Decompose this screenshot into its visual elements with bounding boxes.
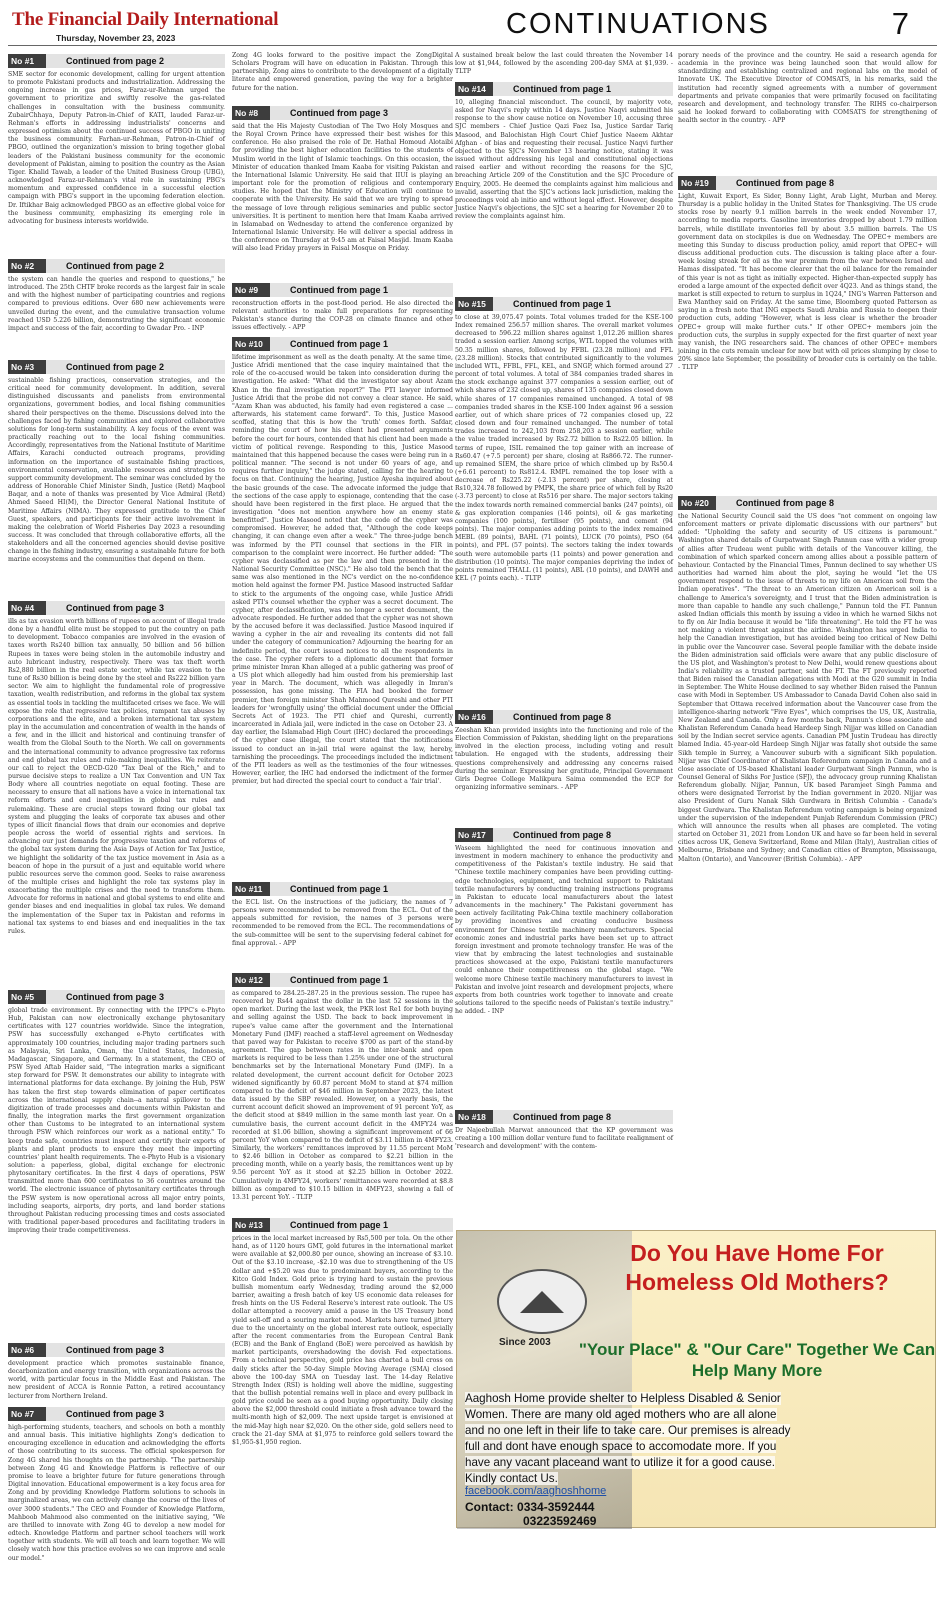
story-body: Zeeshan Khan provided insights into the functioning and role of the Election Commission of Pakistan, shedding light on the preparations involved in the election process, including voting and result tabulation. He engaged with the students, addressing their questions comprehensively and addressing any concerns raised during the seminar. Expressing her gratitude, Principal Government Girls Degree College Malikpura Saima commended the ECP for organizing informative seminars. - APP [455, 727, 673, 792]
continued-from-label: Continued from page 3 [46, 1343, 225, 1357]
story-number: No #18 [455, 1110, 493, 1124]
story-body: to close at 39,075.47 points. Total volumes traded for the KSE-100 Index remained 256.57 million shares. The overall market volumes decreased to 596.22 million shares against 1,012.26 million shares traded a session earlier. Among scrips, WTL topped the volumes with 50.35 million shares, followed by FFBL (23.28 million) and FFL (23.28 million). Stocks that contributed significantly to the volumes included WTL, FFBL, FFL, KEL, and SNGP, which formed around 27 percent of total volumes. A total of 384 companies traded shares in the stock exchange against 377 companies a session earlier, out of which shares of 232 closed up, shares of 135 companies closed down while shares of 17 companies remained unchanged. A total of 98 companies traded shares in the KSE-100 Index against 96 a session earlier, out of which share prices of 72 companies closed up, 22 closed down and four remained unchanged. The number of total trades increased to 242,103 from 258,203 a session earlier, while the value traded increased by Rs2.72 billion to Rs22.05 billion. In terms of rupee, ISIL remained the top gainer with an increase of Rs60.47 (+7.5 percent) per share, closing at Rs866.72. The runner-up remained SIEM, the share price of which climbed up by Rs50.4 (+6.61 percent) to Rs812.4. RMPL remained the top loser with a decrease of Rs225.22 (-2.13 percent) per share, closing at Rs10,324.78 followed by PMPK, the share price of which fell by Rs20 (-3.73 percent) to close at Rs516 per share. The major sectors taking the index towards north remained commercial banks (247 points), oil & gas exploration companies (146 points), oil & gas marketing companies (100 points), fertiliser (95 points), and cement (94 points). The major companies adding points to the index remained MEBL (89 points), BAHL (71 points), LUCK (70 points), PSO (64 points), and PPL (57 points). The sectors taking the index towards south were automobile parts (11 points) and power generation and distribution (10 points). The major companies depriving the index of points remained THALL (11 points), ABL (10 points), and DAWH and KEL (7 points each). - TLTP [455, 314, 673, 582]
column-2 [232, 52, 453, 1528]
story [455, 52, 673, 80]
story-body: lifetime imprisonment as well as the death penalty. At the same time, Justice Afridi mentioned that the case inquiry maintained that the role of the co-accused would be taken into consideration during the investigation. He asked: "What did the investigator say about Azam Khan in the final investigation report?" The PTI lawyer informed Justice Afridi that the probe did not convey a clear stance. He said, "Azam Khan was abducted, his family had even registered a case ... afterwards, his statement came forward". To this, Justice Masood scoffed, stating that this is how the 'truth' comes forth. Safdar, reminding the court of how his client had presented arguments before the court for hours, contended that his client had been made a victim of political revenge. Responding to this, Justice Masood maintained that this happened because the cases were being run in a political manner. "The second is not under 60 years of age, and requires further inquiry," the judge stated, calling for the hearing to focus on that. Continuing the hearing, Justice Ayesha inquired about the basic grounds of the case. The advocate informed the judge that the sections of the case apply to espionage, contending that the case should have been registered in the first place. He argued that the investigation "does not mention anywhere how an enemy state benefitted". Justice Masood noted that the code of the cypher was compromised. However, he added that, "Although the code keeps changing, it can change even after a week." The three-judge bench was informed by the PTI counsel that sections in the FIR in comparison to the complaint were incorrect. He further added: "The cypher was declassified as per the law and then presented in the National Security Committee (NSC)." He also told the bench that the same was also mentioned in the NC's verdict on the no-confidence motion held against the former PM. Justice Masood instructed Safdar to stick to the arguments of the ongoing case, while Justice Afridi asked PTI's counsel whether the cypher was a secret document. The cypher, after declassification, was no longer a secret document, the advocate responded. He further added that the cypher was not shown by the accused before it was declassified. Justice Masood inquired if waving a cypher in the air and revealing its contents did not fall under the category of communication? Adjourning the hearing for an indefinite period, the court issued notices to all the respondents in the case. The cypher refers to a diplomatic document that former prime minister Imran Khan alleged at a public gathering was proof of a US plot which allegedly had him ousted from his premiership last year in March. The document, which was allegedly in Imran's possession, has gone missing. The FIA had booked the former premier, then foreign minister Shah Mahmood Qureshi and other PTI leaders for 'wrongfully using' the official document under the Official Secrets Act of 1923. The PTI chief and Qureshi, currently incarcerated in Adiala jail, were indicted in the case on October 23. A day earlier, the Islamabad High Court (IHC) declared the proceedings of the cypher case illegal, the court stated that the notifications issued to conduct an in-jail trial were against the law, hereby, tarnishing the proceedings. The proceedings included the indictment of the PTI leaders as well as the testimonies of the four witnesses. However, earlier, the IHC had endorsed the indictment of the former premier, but had directed the special court to conduct a 'fair trial'. [232, 354, 453, 786]
section-title: CONTINUATIONS [506, 8, 770, 40]
aaghosh-home-advertisement [456, 1230, 936, 1528]
story [678, 176, 937, 494]
continued-from-label: Continued from page 8 [493, 710, 673, 724]
story-header [8, 360, 225, 374]
story [8, 1343, 225, 1405]
ad-facebook-link[interactable]: facebook.com/aaghoshhome [465, 1485, 607, 1497]
story-body: Zong 4G looks forward to the positive impact the ZongDigital Scholars Program will have on education in Pakistan. Through this partnership, Zong aims to contribute to the development of a digitally literate and empowered generation, paving the way for a brighter future for the nation. [232, 52, 453, 92]
story [455, 82, 673, 295]
story-number: No #10 [232, 337, 270, 351]
story-body: the National Security Council said the US does "not comment on ongoing law enforcement matters or private diplomatic discussions with our partners" but added: "Upholding the safety and security of US citizens is paramount." Washington shared details of Gurpatwant Singh Pannun case with a wider group of allies after Trudeau went public with details of the Vancouver killing, the combination of which sparked concern among allies about a possible pattern of behaviour. Contacted by the Financial Times, Pannun declined to say whether US authorities had warned him about the plot, saying he would "let the US government respond to the issue of threats to my life on American soil from the Indian operatives". "The threat to an American citizen on American soil is a challenge to America's sovereignty, and I trust that the Biden administration is more than capable to handle any such challenge," Pannun told the FT. Pannun asked Indian officials this month by issuing a video in which he warned Sikhs not to fly on Air India because it would be "life threatening". He told the FT he was not making a violent threat against the airline. Washington has urged India to help the Canadian investigation, but has avoided being too critical of New Delhi in public over the Vancouver case. Several people familiar with the debate inside the Biden administration said officials were aware that any public disclosure of the US plot, and Washington's protest to New Delhi, would renew questions about India's reliability as a trusted partner, said the FT. The FT previously reported that Biden raised the Canadian allegations with Modi at the G20 summit in India in September. The White House declined to say whether Biden raised the Pannun case with Modi in September. US Ambassador to Canada David Cohen also said in September that Ottawa received information about the Vancouver case from the intelligence-sharing network "Five Eyes", which comprises the US, UK, Australia, New Zealand and Canada. Only a few months back, Pannun's close associate and Khalistan Referendum Canada head Hardeep Singh Nijjar was killed on Canadian soil by the Indian secret service agents. Canadian PM Justin Trudeau has directly blamed India. 45-year-old Hardeep Singh Nijjar was fatally shot outside the same Sikh temple in Surrey, a Vancouver suburb with a significant Sikh population. Nijjar was Chief Coordinator of Khalistan Referendum campaign in Canada and a close associate of US-based Khalistani leader Gurpatwant Singh Pannun, who is Counsel General of Sikhs For Justice (SFJ), the advocacy group running Khalistan Referendum globally. Nijjar, Pannun, UK based Paramjeet Singh Pamma and others were designated Terrorist by the Indian government in 2020. Nijjar was also President of Guru Nanak Sikh Gurdwara in British Columbia - Canada's biggest Gurdwara. The Khalistan Referendum voting campaign is being organized under the supervision of the independent Punjab Referendum Commission (PRC) which will announce the results when all phases are completed. The voting started on October 31, 2021 from London UK and have so far been held in several cities across UK, Geneva Switzerland, Rome and Milan (Italy), Australian cities of Melbourne, Brisbane and Sydney; and Canadian cities of Brampton, Mississauga, Malton (Ontario), and Vancouver (British Columbia). - APP [678, 513, 937, 863]
continued-from-label: Continued from page 8 [716, 496, 937, 510]
story [8, 360, 225, 599]
story-header [8, 990, 225, 1004]
story-number: No #19 [678, 176, 716, 190]
story-header [455, 1110, 673, 1124]
continued-from-label: Continued from page 8 [716, 176, 937, 190]
story-number: No #17 [455, 828, 493, 842]
story-header [232, 882, 453, 896]
story-body: SME sector for economic development, calling for urgent attention to promote Pakistani products and industrialization. Addressing the ongoing increase in gas prices, Faraz-ur-Rehman urged the government to prioritize and swiftly resolve the gas-related challenges in consultation with the business community. ZubairChhaya, Deputy Patron-in-Chief of KATI, lauded Faraz-ur-Rehman's efforts in addressing industrialists' concerns and expressed optimism about the continued success of PBGO in uniting the business community. Farhan-ur-Rehman, Patron-in-Chief of PBGO, outlined the organization's mission to bring together global leaders of the Pakistani business community for the economic development of Pakistan, aiming to position the country as the Asian Tiger. Khalid Tawab, a leader of the United Business Group (UBG), acknowledged Faraz-ur-Rehman's vital role in sustaining PBG's momentum and expressed confidence in a successful election campaign with PBG's support in the upcoming federation election. Dr. Iftikhar Baig acknowledged PBGO as an effective global voice for the business community, emphasizing its emerging role in advocating for business interests worldwide. [8, 71, 225, 225]
story-header [232, 283, 453, 297]
story-number: No #1 [8, 54, 46, 68]
story [455, 710, 673, 826]
story [232, 52, 453, 104]
story-number: No #7 [8, 1407, 46, 1421]
ad-headline: Do You Have Home For Homeless Old Mothers? [625, 1240, 889, 1295]
contact-phone-2[interactable]: 03223592469 [523, 1514, 597, 1528]
story-header [678, 176, 937, 190]
aaghosh-logo-icon [497, 1269, 587, 1334]
story-body: global trade environment. By connecting with the IPPC's e-Phyto Hub, Pakistan can now electronically exchange phytosanitary certificates with 127 countries worldwide. Since the integration, PSW has successfully exchanged e-Phyto certificates with approximately 100 countries, including major trading partners such as Malaysia, Sri Lanka, Oman, the United States, Indonesia, Madagascar, Singapore, and Germany. In a statement, the CEO of PSW Syed Aftab Haider said, "The integration marks a significant step forward for PSW. It demonstrates our ability to integrate with international platforms for data exchange. By joining the Hub, PSW has taken the first step towards elimination of paper certificates across the international supply chain--a natural spillover to the digitization of trade processes and documents within Pakistan and finally, the integration marks the first government organization other than Customs to be integrated to an international system through PSW which reinforces our work as a national entity." To keep trade safe, countries must inspect and certify their exports of plants and plant products to ensure they meet the importing countries' plant health requirements. The e-Phyto Hub is a visionary solution: a paperless, global, digital exchange for electronic phytosanitary certificates. In the first 4 days of operations, PSW transmitted more than 600 certificates to 36 countries around the world. The electronic issuance of phytosanitary certificates through the PSW system is now operational across all major entry points, including seaports, airports, dry ports, and land border stations throughout Pakistan reducing processing times and costs associated with traditional paper-based procedures and facilitating traders in improving their trade competitiveness. [8, 1007, 225, 1235]
continued-from-label: Continued from page 1 [270, 1218, 453, 1232]
ad-contact [465, 1500, 596, 1528]
page-number: 7 [891, 6, 909, 41]
continued-from-label: Continued from page 3 [46, 990, 225, 1004]
story-body: 10, alleging financial misconduct. The council, by majority vote, asked for Naqvi's reply within 14 days. Justice Naqvi submitted his response to the show cause notice on November 10, accusing three SJC members - Chief Justice Qazi Faez Isa, Justice Sardar Tariq Masood, and Balochistan High Court Chief Justice Naeem Akhtar Afghan - of bias and requesting their recusal. Justice Naqvi further objected to the SJC's November 13 hearing notice, stating it was issued without addressing his legal and constitutional objections raised earlier and without recording the reasons for the SJC, breaching Article 209 of the Constitution and the SJC Procedure of Enquiry, 2005. He deemed the complaints against him malicious and invalid, asserting that the SJC's actions lack jurisdiction, making the proceedings void ab initio and without legal effect. However, despite Justice Naqvi's objections, the SJC set a hearing for November 20 to review the complaints against him. [455, 99, 673, 221]
story-number: No #12 [232, 973, 270, 987]
continued-from-label: Continued from page 3 [270, 106, 453, 120]
story-header [455, 710, 673, 724]
continued-from-label: Continued from page 8 [493, 1110, 673, 1124]
story-number: No #4 [8, 601, 46, 615]
story-header [232, 973, 453, 987]
continued-from-label: Continued from page 3 [46, 1407, 225, 1421]
ad-body [465, 1391, 795, 1487]
continued-from-label: Continued from page 2 [46, 54, 225, 68]
story [232, 1218, 453, 1487]
continued-from-label: Continued from page 1 [493, 82, 673, 96]
ad-since: Since 2003 [499, 1337, 551, 1348]
continued-from-label: Continued from page 1 [493, 297, 673, 311]
story-header [8, 259, 225, 273]
continued-from-label: Continued from page 1 [270, 882, 453, 896]
story-body: sustainable fishing practices, conservation strategies, and the critical need for community development. In addition, several distinguished discussants and panelists from environmental organizations, government bodies, and local fishing communities shared their perspectives on the theme. Discussions delved into the challenges faced by fishing communities and explored collaborative solutions for long-term sustainability. A key focus of the event was practically reaching out to the local fishing communities. Accordingly, representatives from the National Institute of Maritime Affairs, Karachi conducted outreach programs, providing information on the importance of sustainable fishing practices, environmental conservation, available resources and strategies to support community development. The seminar was concluded by the address of Honorable Chief Minister Sindh, Justice (Retd) Maqbool Baqar, and a note of thanks was presented by Vice Admiral (Retd) Ahmed Saeed HI(M), the Director General National Institute of Maritime Affairs (NIMA). They expressed gratitude to the Chief Guest, speakers, and participants for their active involvement in making the celebration of World Fisheries Day 2023 a resounding success. It was concluded that through collaborative efforts, all the stakeholders and all the concerned agencies should devise positive change in the fishing industry, ensuring a sustainable future for both marine ecosystems and the communities that depend on them. [8, 377, 225, 564]
story-body: Dr Najeebullah Marwat announced that the KP government was creating a 100 million dollar venture fund to facilitate realignment of 'research and development' with the contem- [455, 1127, 673, 1151]
story-header [232, 337, 453, 351]
story [8, 601, 225, 988]
story [232, 882, 453, 971]
story [232, 337, 453, 880]
story-number: No #8 [232, 106, 270, 120]
story-body: the ECL list. On the instructions of the judiciary, the names of 7 persons were recommended to be removed from the ECL. Out of the appeals submitted for revision, the names of 3 persons were recommended to be removed from the ECL. The recommendations of the sub-committee will be sent to the supervising federal cabinet for final approval. - APP [232, 899, 453, 947]
story-number: No #5 [8, 990, 46, 1004]
story-number: No #15 [455, 297, 493, 311]
story [678, 52, 937, 174]
paper-name: The Financial Daily International [12, 9, 279, 30]
house-icon [520, 1291, 564, 1313]
story-number: No #6 [8, 1343, 46, 1357]
column-1 [8, 52, 225, 1562]
story [455, 297, 673, 708]
masthead [8, 6, 937, 46]
continued-from-label: Continued from page 1 [270, 973, 453, 987]
story-header [232, 106, 453, 120]
continued-from-label: Continued from page 2 [46, 259, 225, 273]
story [232, 973, 453, 1216]
story-number: No #3 [8, 360, 46, 374]
story-header [455, 828, 673, 842]
story-body: as compared to 284.25-287.25 in the previous session. The rupee has recovered by Rs44 against the dollar in the last 52 sessions in the open market. During the last week, the PKR lost Re1 for both buying and selling against the USD. The back to back improvement in rupee's value came after the government and the International Monetary Fund (IMF) reached a staff-level agreement on Wednesday that paved way for Pakistan to receive $700 as part of the stand-by agreement. The gap between rates in the inter-bank and open markets is required to be less than 1.25% under one of the structural benchmarks set by the International Monetary Fund (IMF). In a related development, the current account deficit for October 2023 widened significantly by 60.87 percent MoM to stand at $74 million compared to the deficit of $46 million in September 2023, the latest data issued by the SBP revealed. However, on a yearly basis, the current account deficit showed an improvement of 91 percent YoY, as the deficit stood at $849 million in the same month last year. On a cumulative basis, the current account deficit in the 4MFY24 was recorded at $1.06 billion, showing a significant improvement of 66 percent YoY when compared to the deficit of $3.11 billion in 4MFY23. Similarly, the workers' remittances improved by 11.55 percent MoM to $2.46 billion in October as compared to $2.21 billion in the preceding month, while on a yearly basis, the remittances went up by 9.56 percent YoY as it stood at $2.25 billion in October 2022. Cumulatively in 4MFY24, workers' remittances were recorded at $8.8 billion as compared to $10.15 billion in 4MFY23, showing a fall of 13.31 percent YoY. - TLTP [232, 990, 453, 1201]
story-body: prices in the local market increased by Rs5,500 per tola. On the other hand, as of 1120 hours GMT, gold futures in the international market were available at $2,000.80 per ounce, showing an increase of $3.10. Out of the $3.10 increase, -$2.10 was due to strengthening of the US dollar and +$5.20 was due to predominant buyers, according to the Kitco Gold Index. Gold price is trying hard to sustain the previous bullish momentum early Wednesday, trading around the $2,000 barrier, awaiting a fresh batch of key US economic data releases for fresh hints on the US Federal Reserve's interest rate outlook. The US dollar attempted a recovery amid a pause in the US Treasury bond yield sell-off and a souring market mood. Markets have turned jittery due to the uncertainty on the global interest rate outlook, especially after the recent commentaries from the European Central Bank (ECB) and the Bank of England (BoE) were perceived as hawkish by market participants, overshadowing the dovish Fed expectations. From a technical perspective, gold price has charted a bull cross on daily sticks after the 50-day Simple Moving Average (SMA) closed above the 100-day SMA on Tuesday last. The 14-day Relative Strength Index (RSI) is holding well above the midline, suggesting that the bullish potential remains well in place and every pullback in gold price could be seen as a good buying opportunity. Daily closing above the $2,000 threshold could initiate a fresh advance toward the multi-month high of $2,009. The next upside target is envisioned at the mid-May high near $2,020. On the other side, gold sellers need to crack the 21-day SMA at $1,975 to reinforce gold sellers toward the $1,955-$1,950 region. [232, 1235, 453, 1446]
story-number: No #14 [455, 82, 493, 96]
story [8, 1407, 225, 1624]
story-body: Light, Kuwait Export, Es Sider, Bonny Light, Arab Light, Murban and Merey. Thursday is a public holiday in the United States for Thanksgiving. The US crude stocks rose by nearly 9.1 million barrels in the week ended November 17, according to media reports. Gasoline inventories dropped by about 1.79 million barrels, while distillate inventories fell by about 3.5 million barrels. The US government data on stockpiles is due on Wednesday. The OPEC+ members are meeting this Sunday to discuss production policy, amid report that OPEC+ will discuss additional production cuts. The discussion is taking place after a four-week losing streak for oil as the war premium from the war between Israel and Hamas dissipated. "It has become clearer that the oil balance for the remainder of this year is not as tight as initially expected. Higher-than-expected supply has eroded a large amount of the expected deficit over 4Q23. And as things stand, the market is still expected to return to surplus in 1Q24," ING's Warren Patterson and Ewa Manthey said on Friday. At the same time, Bloomberg quoted Patterson as saying in a fresh note that ING expects Saudi Arabia and Russia to deepen their production cuts, adding "However, what is less clear is whether the broader OPEC+ group will make further cuts." If other OPEC+ members join the production cuts, the surplus in supply expected for the first quarter of next year may vanish, the ING researchers said. The chances of other OPEC+ members joining in the cuts remain unclear for now but with oil prices slumping by close to 20% since late September, the possibility of broader cuts is certainly on the table. - TLTP [678, 193, 937, 372]
story [232, 283, 453, 335]
story-number: No #9 [232, 283, 270, 297]
story [8, 259, 225, 358]
story-number: No #16 [455, 710, 493, 724]
continued-from-label: Continued from page 8 [493, 828, 673, 842]
issue-date: Thursday, November 23, 2023 [56, 33, 176, 43]
continued-from-label: Continued from page 1 [270, 283, 453, 297]
story [455, 828, 673, 1108]
story-body: development practice which promotes sustainable finance, decarbonization and energy transition, with organizations across the world, with particular focus in the Middle East and Pakistan. The new president of ACCA is Ronnie Patton, a retired accountancy lecturer from Northern Ireland. [8, 1360, 225, 1400]
continued-from-label: Continued from page 3 [46, 601, 225, 615]
continued-from-label: Continued from page 1 [270, 337, 453, 351]
story-body: the system can handle the queries and respond to questions," he introduced. The 25th CHTF broke records as the largest fair in scale and with the highest number of participating countries and regions compared to previous editions. Over 680 new achievements were unveiled during the event, and the cumulative transaction volume reached USD 5.226 billion, demonstrating the significant economic impact and success of the fair, according to Gwadar Pro. - INP [8, 276, 225, 332]
story-number: No #2 [8, 259, 46, 273]
ad-body-text: Aaghosh Home provide shelter to Helpless Disabled & Senior Women. There are many old aged mothers who are all alone and no one left in their life to take care. Our premises is already full and dont have enough space to accomodate more. If you have any vacant placeand want to utilize it for a good cause. Kindly contact Us. [465, 1392, 791, 1485]
story-body: said that the His Majesty Custodian of The Two Holy Mosques and the Royal Crown Prince have expressed their best wishes for this conference. He also praised the role of Dr. Hathal Homoud Alotaibi for providing the best higher education facilities to the students of Muslim world in the light of Islamic teachings. On this occasion, the Minister of education thanked Imam Kaaba for visiting Pakistan and the International Islamic University. He said that IIUI is playing an important role for the promotion of religious and contemporary studies. He hoped that the Ministry of Education will continue to cooperate with the University. He said that we are trying to spread the message of love through religious seminaries and public sector universities. It is pertinent to mention here that Imam Kaaba arrived in Islamabad on Wednesday to attend the conference organized by International Islamic University. He will deliver a special address in the conference on Thursday at 9:45 am at Faisal Masjid. Imam Kaaba will also lead Friday prayers in Faisal Mosque on Friday. [232, 123, 453, 253]
contact-label: Contact: [465, 1500, 514, 1514]
story-header [455, 82, 673, 96]
story-body: Waseem highlighted the need for continuous innovation and investment in modern machinery to enhance the productivity and competitiveness of the Pakistan's textile industry. He said that "Chinese textile machinery companies have been providing cutting-edge technologies, equipment, and technical support to Pakistani textile manufacturers by conducting training instructions programs in Pakistan to educate local manufacturers about the latest advancements in the machinery." The Pakistani government has been actively facilitating Pak-China textile machinery collaboration by providing incentives and creating conducive business environment for Chinese textile machinery manufacturers. Special economic zones and industrial parks have been set up to attract foreign investment and promote technology transfer. He was of the view that by embracing the latest technologies and sustainable practices showcased at the expo, Pakistani textile manufacturers could enhance their competitiveness on the global stage. "We welcome more Chinese textile machinery manufacturers to invest in Pakistan and involve joint research and development projects, where experts from both countries work together to innovate and create solutions tailored to the specific needs of Pakistan's textile industry." he added. - INP [455, 845, 673, 1016]
story-number: No #11 [232, 882, 270, 896]
story-body: high-performing students, teachers, and schools on both a monthly and annual basis. This initiative highlights Zong's dedication to encouraging excellence in education and acknowledging the efforts of those contributing to its success. The official spokesperson for Zong 4G shared his thoughts on the partnership. "The partnership between Zong 4G and Knowledge Platform is reflective of our promise to leave a brighter future for future generations through Digital innovation. Educational empowerment is a key focus area for Zong and by providing Knowledge Platform solutions to schools in marginalized areas, we can actively change the course of the lives of over 3000 students." The CEO and Founder of Knowledge Platform, Mahboob Mahmood also commented on the initiative saying, "We are thrilled to innovate with Zong 4G to develop a new model for edtech. Knowledge Platform and partner school teachers will work together with students. We will all teach and learn together. We will closely watch how this practice evolves so we can improve and scale our model." [8, 1424, 225, 1562]
continued-from-label: Continued from page 2 [46, 360, 225, 374]
story-body: A sustained break below the last could threaten the November 14 low at $1,944, followed by the ascending 200-day SMA at $1,939. - TLTP [455, 52, 673, 76]
story-body: ills as tax evasion worth billions of rupees on account of illegal trade done by a handful elite must be stopped to put the country on path to development. Tobacco companies are involved in the evasion of taxes worth Rs240 billion tax annually, 50 billion and 56 billion Rupees in taxes were being stolen in the automobile industry and auto lubricant industry, respectively. There was tax theft worth Rs2,880 billion in the real estate sector, while tax evasion to the tune of Rs30 billion is being done by the steel and Rs222 billion yarn sector. We aim to highlight the fundamental role of progressive taxation, wealth redistribution, and reforms in the global tax system as essential tools in tackling the multifaceted crises we face. We will expose the role that regressive tax policies, rampant tax abuses by corporations and the elite, and a broken international tax system play in the accumulation and concentration of wealth in the hands of a few, and in the illicit and historical and continuing transfer of wealth from the Global South to the North. We call on governments and the international community to advance progressive tax reforms and end global tax rules and rule-making inequalities. We reiterate our call to reject the OECD-G20 "Tax Deal of the Rich," and to pursue decisive steps to realize a UN Tax Convention and UN Tax Body where all countries negotiate on equal footing. These are necessary to ensure that all nations have a voice in international tax reform efforts and end inequalities in global tax rules and rulemaking. These are crucial steps toward fixing our global tax system and plugging the leaks of corporate tax abuses and other types of illicit financial flows that drain our economies and deprive people across the world of essential rights and services. In advancing our just demands for progressive taxation and reforms of the global tax system during the Asia Days of Action for Tax Justice, we highlight the solidarity of the tax justice movement in Asia as a beacon of hope in the pursuit of a just and equitable world where public resources serve the common good. Seeks to raise awareness of the multiple crises and highlight the role tax systems play in exacerbating the multiple crises and the need to transform them. Advocate for reforms in national and global systems to end elite and gender biases and end inequalities in global tax rules. We demand the implementation of the Super tax in Pakistan and reforms in national tax systems to end biases and end inequalities in the tax rules. [8, 618, 225, 935]
contact-phone-1[interactable]: 0334-3592444 [517, 1500, 595, 1514]
story-number: No #20 [678, 496, 716, 510]
story [455, 1110, 673, 1175]
story [8, 990, 225, 1341]
story-number: No #13 [232, 1218, 270, 1232]
story-header [678, 496, 937, 510]
ad-tagline: "Your Place" & "Our Care" Together We Can Help Many More [578, 1340, 936, 1380]
story-header [8, 1343, 225, 1357]
story-header [8, 601, 225, 615]
story-header [455, 297, 673, 311]
story [8, 54, 225, 257]
story-body: reconstruction efforts in the post-flood period. He also directed the relevant authorities to make full preparations for representing Pakistan's stance during the COP-28 on climate finance and other issues effectively. - APP [232, 300, 453, 332]
story-header [8, 1407, 225, 1421]
story [232, 106, 453, 281]
story-header [8, 54, 225, 68]
story-header [232, 1218, 453, 1232]
story-body: porary needs of the province and the country. He said a research agenda for academia in the province was being launched soon that would allow for standardizing and establishing centralized and regional labs on the model of Innovate UK. The Executive Director of COMSATS, in his remarks, said the institution had recently signed agreements with a number of government departments and private companies that were primarily focused on facilitating research and development, and technology transfer. The RIHS co-chairperson said he looked forward to collaborating with COMSATS for strengthening of health sector in the country. - APP [678, 52, 937, 125]
